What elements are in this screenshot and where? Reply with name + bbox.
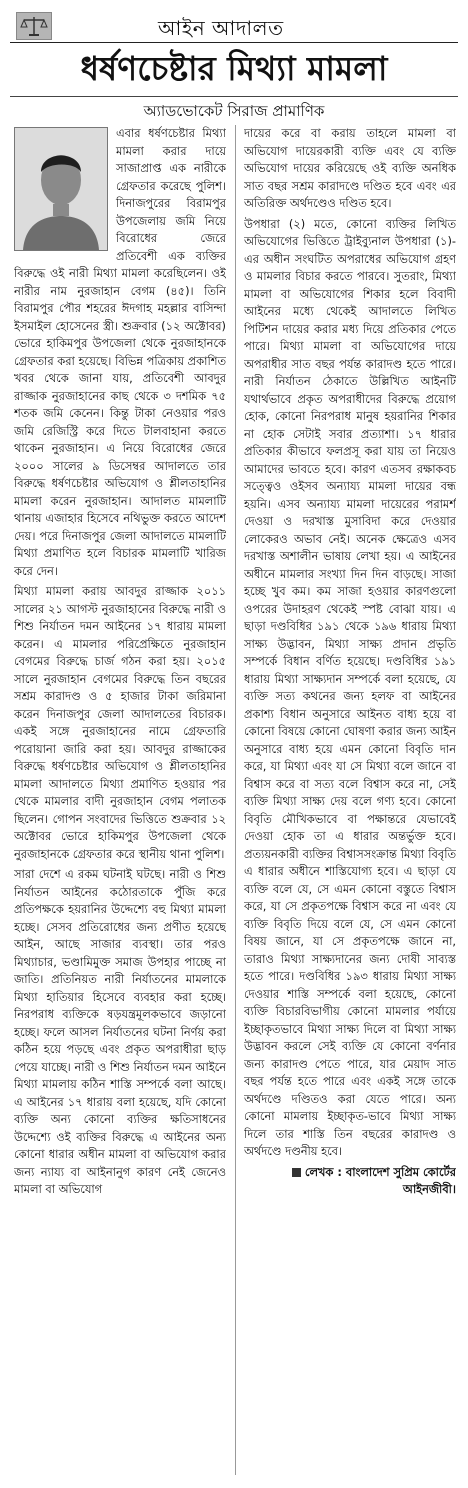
article-column-left xyxy=(14,125,226,1485)
article-paragraph: সারা দেশে এ রকম ঘটনাই ঘটছে। নারী ও শিশু নির্যাতন আইনের কঠোরতাকে পুঁজি করে প্রতিপক্ষকে হয়রানির উদ্দেশ্যে বহু মিথ্যা মামলা হচ্ছে। সেসব প্রতিরোধের জন্য প্রণীত হয়েছে আইন, আছে সাজার ব্যবস্থা। তার পরও মিথ্যাচার, ভণ্ডামিমুক্ত সমাজ উপহার পাচ্ছে না জাতি। প্রতিনিয়ত নারী নির্যাতনের মামলাকে মিথ্যা হাতিয়ার হিসেবে ব্যবহার করা হচ্ছে। নিরপরাধ ব্যক্তিকে ষড়যন্ত্রমূলকভাবে জড়ানো হচ্ছে। ফলে আসল নির্যাতনের ঘটনা নির্ণয় করা কঠিন হয়ে পড়ছে এবং প্রকৃত অপরাধীরা ছাড় পেয়ে যাচ্ছে। নারী ও শিশু নির্যাতন দমন আইনে মিথ্যা মামলায় কঠিন শাস্তি সম্পর্কে বলা আছে। এ আইনের ১৭ ধারায় বলা হয়েছে, যদি কোনো ব্যক্তি অন্য কোনো ব্যক্তির ক্ষতিসাধনের উদ্দেশ্যে ওই ব্যক্তির বিরুদ্ধে এ আইনের অন্য কোনো ধারার অধীন মামলা বা অভিযোগ করার জন্য ন্যায্য বা আইনানুগ কারণ নেই জেনেও মামলা বা অভিযোগ xyxy=(14,867,226,1196)
section-label: আইন আদালত xyxy=(158,16,284,40)
bullet-square-icon xyxy=(292,1168,301,1177)
article-paragraph: মিথ্যা মামলা করায় আবদুর রাজ্জাক ২০১১ সালের ২১ আগস্ট নুরজাহানের বিরুদ্ধে নারী ও শিশু নির্যাতন দমন আইনের ১৭ ধারায় মামলা করেন। এ মামলার পরিপ্রেক্ষিতে নুরজাহান বেগমের বিরুদ্ধে চার্জ গঠন করা হয়। ২০১৫ সালে নুরজাহান বেগমের বিরুদ্ধে তিন বছরের সশ্রম কারাদণ্ড ও ৫ হাজার টাকা জরিমানা করেন দিনাজপুর জেলা আদালতের বিচারক। একই সঙ্গে নুরজাহানের নামে গ্রেফতারি পরোয়ানা জারি করা হয়। আবদুর রাজ্জাকের বিরুদ্ধে ধর্ষণচেষ্টার অভিযোগ ও শ্লীলতাহানির মামলা আদালতে মিথ্যা প্রমাণিত হওয়ার পর থেকে মামলার বাদী নুরজাহান বেগম পলাতক ছিলেন। গোপন সংবাদের ভিত্তিতে শুক্রবার ১২ অক্টোবর ভোরে হাকিমপুর উপজেলা থেকে নুরজাহানকে গ্রেফতার করে স্থানীয় থানা পুলিশ। xyxy=(14,584,226,861)
scales-of-justice-icon xyxy=(16,12,52,40)
article-headline: ধর্ষণচেষ্টার মিথ্যা মামলা xyxy=(80,49,388,88)
headline-divider xyxy=(10,96,458,97)
article-paragraph: এবার ধর্ষণচেষ্টার মিথ্যা মামলা করার দায়ে সাজাপ্রাপ্ত এক নারীকে গ্রেফতার করেছে পুলিশ। দিনাজপুরের বিরামপুর উপজেলায় জমি নিয়ে বিরোধের জেরে প্রতিবেশী এক ব্যক্তির বিরুদ্ধে ওই নারী মিথ্যা মামলা করেছিলেন। ওই নারীর নাম নুরজাহান বেগম (৪৫)। তিনি বিরামপুর পৌর শহরের ঈদগাহ মহল্লার বাসিন্দা ইসমাইল হোসেনের স্ত্রী। শুক্রবার (১২ অক্টোবর) ভোরে হাকিমপুর উপজেলা থেকে নুরজাহানকে গ্রেফতার করা হয়েছে। বিভিন্ন পত্রিকায় প্রকাশিত খবর থেকে জানা যায়, প্রতিবেশী আবদুর রাজ্জাক নুরজাহানের কাছ থেকে ৩ দশমিক ৭৫ শতক জমি কেনেন। কিন্তু টাকা নেওয়ার পরও জমি রেজিস্ট্রি করে দিতে টালবাহানা করতে থাকেন নুরজাহান। এ নিয়ে বিরোধের জেরে ২০০০ সালের ৯ ডিসেম্বর আদালতে তার বিরুদ্ধে ধর্ষণচেষ্টার অভিযোগ ও শ্লীলতাহানির মামলা করেন নুরজাহান। আদালত মামলাটি থানায় এজাহার হিসেবে নথিভুক্ত করতে আদেশ দেয়। পরে দিনাজপুর জেলা আদালতে মামলাটি মিথ্যা প্রমাণিত হলে বিচারক মামলাটি খারিজ করে দেন। xyxy=(14,126,226,578)
author-note-text: লেখক : বাংলাদেশ সুপ্রিম কোর্টের আইনজীবী। xyxy=(304,1164,456,1196)
article-paragraph: দায়ের করে বা করায় তাহলে মামলা বা অভিযোগ দায়েরকারী ব্যক্তি এবং যে ব্যক্তি অভিযোগ দায়ের করিয়েছে ওই ব্যক্তি অনধিক সাত বছর সশ্রম কারাদণ্ডে দণ্ডিত হবে এবং এর অতিরিক্ত অর্থদণ্ডেও দণ্ডিত হবে। xyxy=(244,126,456,210)
section-header xyxy=(10,8,458,43)
column-divider xyxy=(235,125,236,1475)
author-photo xyxy=(14,127,108,251)
article-byline: অ্যাডভোকেট সিরাজ প্রামাণিক xyxy=(143,102,325,120)
author-note xyxy=(244,1164,456,1199)
article-paragraph: উপধারা (২) মতে, কোনো ব্যক্তির লিখিত অভিযোগের ভিত্তিতে ট্রাইব্যুনাল উপধারা (১)-এর অধীন সংঘটিত অপরাধের অভিযোগ গ্রহণ ও মামলার বিচার করতে পারবে। সুতরাং, মিথ্যা মামলা বা অভিযোগের শিকার হলে বিবাদী আইনের মধ্যে থেকেই আদালতে লিখিত পিটিশন দায়ের করার মধ্য দিয়ে প্রতিকার পেতে পারে। মিথ্যা মামলা বা অভিযোগের দায়ে অপরাধীর সাত বছর পর্যন্ত কারাদণ্ড হতে পারে। নারী নির্যাতন ঠেকাতে উল্লিখিত আইনটি যথার্থভাবে প্রকৃত অপরাধীদের বিরুদ্ধে প্রয়োগ হোক, কোনো নিরপরাধ মানুষ হয়রানির শিকার না হোক সেটাই সবার প্রত্যাশা। ১৭ ধারার প্রতিকার কীভাবে ফলপ্রসূ করা যায় তা নিয়েও আমাদের ভাবতে হবে। কারণ এতসব রক্ষাকবচ সত্ত্বেও ওইসব অন্যায্য মামলা দায়ের বন্ধ হয়নি। এসব অন্যায্য মামলা দায়েরের পরামর্শ দেওয়া ও দরখাস্ত মুসাবিদা করে দেওয়ার লোকেরও অভাব নেই। অনেক ক্ষেত্রেও এসব দরখাস্ত অশালীন ভাষায় লেখা হয়। এ আইনের অধীনে মামলার সংখ্যা দিন দিন বাড়ছে। সাজা হচ্ছে খুব কম। কম সাজা হওয়ার কারণগুলো ওপরের উদাহরণ থেকেই স্পষ্ট বোঝা যায়। এ ছাড়া দণ্ডবিধির ১৯১ থেকে ১৯৬ ধারায় মিথ্যা সাক্ষ্য উদ্ভাবন, মিথ্যা সাক্ষ্য প্রদান প্রভৃতি সম্পর্কে বিধান বর্ণিত হয়েছে। দণ্ডবিধির ১৯১ ধারায় মিথ্যা সাক্ষ্যদান সম্পর্কে বলা হয়েছে, যে ব্যক্তি সত্য কথনের জন্য হলফ বা আইনের প্রকাশ্য বিধান অনুসারে আইনত বাধ্য হয়ে বা কোনো বিষয়ে কোনো ঘোষণা করার জন্য আইন অনুসারে বাধ্য হয়ে এমন কোনো বিবৃতি দান করে, যা মিথ্যা এবং যা সে মিথ্যা বলে জানে বা বিশ্বাস করে বা সত্য বলে বিশ্বাস করে না, সেই ব্যক্তি মিথ্যা সাক্ষ্য দেয় বলে গণ্য হবে। কোনো বিবৃতি মৌখিকভাবে বা পক্ষান্তরে যেভাবেই দেওয়া হোক তা এ ধারার অন্তর্ভুক্ত হবে। প্রত্যয়নকারী ব্যক্তির বিশ্বাসসংক্রান্ত মিথ্যা বিবৃতি এ ধারার অধীনে শাস্তিযোগ্য হবে। এ ছাড়া যে ব্যক্তি বলে যে, সে এমন কোনো বস্তুতে বিশ্বাস করে, যা সে প্রকৃতপক্ষে বিশ্বাস করে না এবং যে ব্যক্তি বিবৃতি দিয়ে বলে যে, সে এমন কোনো বিষয় জানে, যা সে প্রকৃতপক্ষে জানে না, তারাও মিথ্যা সাক্ষ্যদানের জন্য দোষী সাব্যস্ত হতে পারে। দণ্ডবিধির ১৯৩ ধারায় মিথ্যা সাক্ষ্য দেওয়ার শাস্তি সম্পর্কে বলা হয়েছে, কোনো ব্যক্তি বিচারবিভাগীয় কোনো মামলার পর্যায়ে ইচ্ছাকৃতভাবে মিথ্যা সাক্ষ্য দিলে বা মিথ্যা সাক্ষ্য উদ্ভাবন করলে সেই ব্যক্তি যে কোনো বর্ণনার জন্য কারাদণ্ড পেতে পারে, যার মেয়াদ সাত বছর পর্যন্ত হতে পারে এবং একই সঙ্গে তাকে অর্থদণ্ডে দণ্ডিতও করা যেতে পারে। অন্য কোনো মামলায় ইচ্ছাকৃত-ভাবে মিথ্যা সাক্ষ্য দিলে তার শাস্তি তিন বছরের কারাদণ্ড ও অর্থদণ্ডে দণ্ডনীয় হবে। xyxy=(244,216,456,1158)
article-column-right xyxy=(244,125,456,1485)
